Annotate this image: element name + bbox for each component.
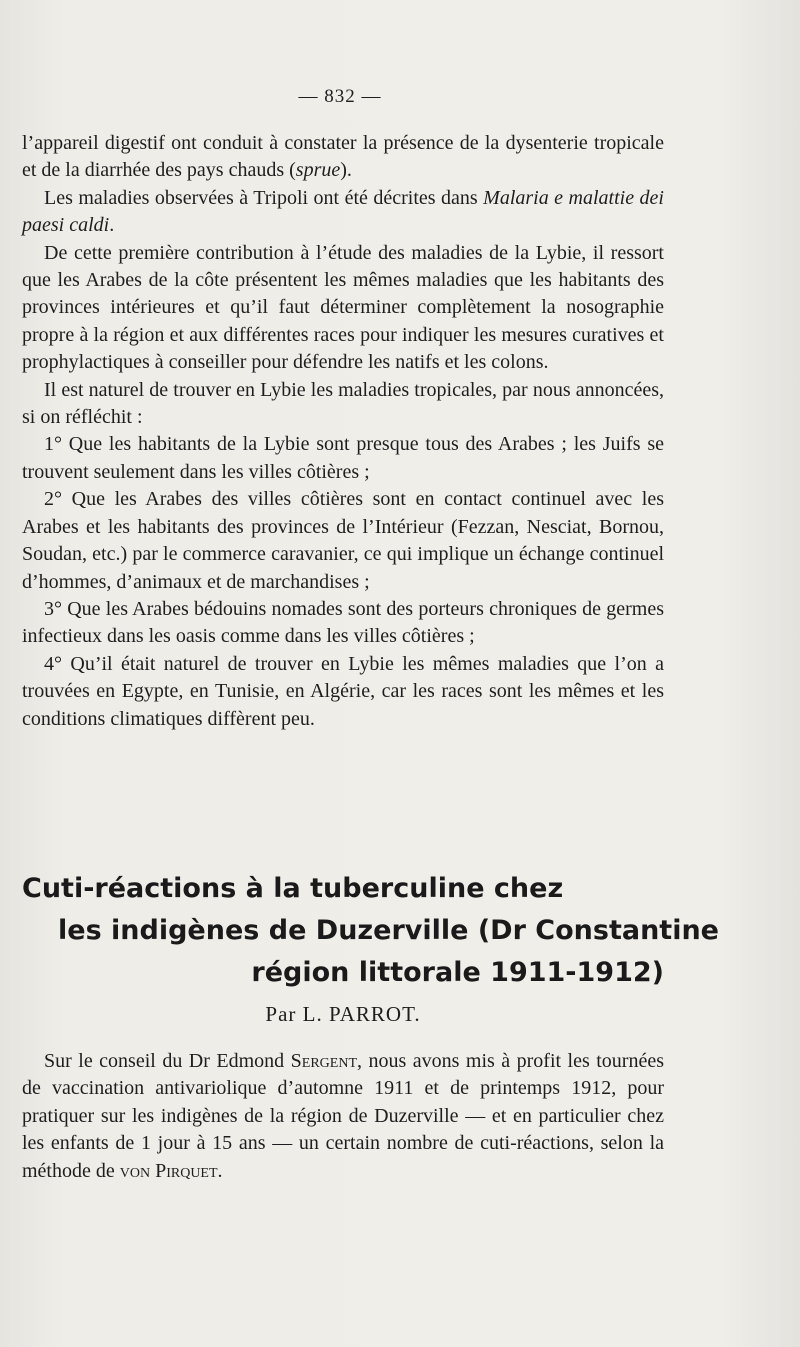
author-byline: Par L. PARROT. [265,1002,421,1026]
paragraph: Sur le conseil du Dr Edmond Sergent, nous avons mis à profit les tournées de vaccination antivariolique d’automne 1911 et de printemps 1912, pour pratiquer sur les indigènes de la région de Duzerville — et en particulier chez les enfants de 1 jour à 15 ans — un certain nombre de cuti-réactions, selon la méthode de von Pirquet. [22,1050,665,1182]
list-item: 4° Qu’il était naturel de trouver en Lybie les mêmes maladies que l’on a trouvées en Egypte, en Tunisie, en Algérie, car les races sont les mêmes et les conditions climatiques diffèrent peu. [22,652,664,730]
article-title-line: Cuti-réactions à la tuberculine chez [22,873,564,904]
article-title-line: région littorale 1911-1912) [251,957,664,988]
paragraph: De cette première contribution à l’étude des maladies de la Lybie, il ressort que les Arabes de la côte présentent les mêmes maladies que les habitants des provinces intérieures et qu’il faut déterminer complètement la nosographie propre à la région et aux différentes races pour indiquer les mesures curatives et prophylactiques à conseiller pour défendre les natifs et les colons. [22,241,664,374]
paragraph: Les maladies observées à Tripoli ont été décrites dans Malaria e malattie dei paesi caldi. [22,186,664,237]
article-title-line: les indigènes de Duzerville (Dr Constantine [58,915,719,946]
list-item: 2° Que les Arabes des villes côtières sont en contact continuel avec les Arabes et les habitants des provinces de l’Intérieur (Fezzan, Nesciat, Bornou, Soudan, etc.) par le commerce caravanier, ce qui implique un échange continuel d’hommes, d’animaux et de marchandises ; [22,488,664,593]
page-number: — 832 — [298,86,382,107]
article-intro [22,1048,664,1185]
list-item: 1° Que les habitants de la Lybie sont presque tous des Arabes ; les Juifs se trouvent seulement dans les villes côtières ; [22,433,664,483]
article-title [22,868,719,994]
paragraph: Il est naturel de trouver en Lybie les maladies tropicales, par nous annoncées, si on réfléchit : [22,378,664,429]
list-item: 3° Que les Arabes bédouins nomades sont des porteurs chroniques de germes infectieux dans les oasis comme dans les villes côtières ; [22,597,664,648]
paragraph: l’appareil digestif ont conduit à constater la présence de la dysenterie tropicale et de la diarrhée des pays chauds (sprue). [22,132,664,182]
body-text [22,130,664,733]
